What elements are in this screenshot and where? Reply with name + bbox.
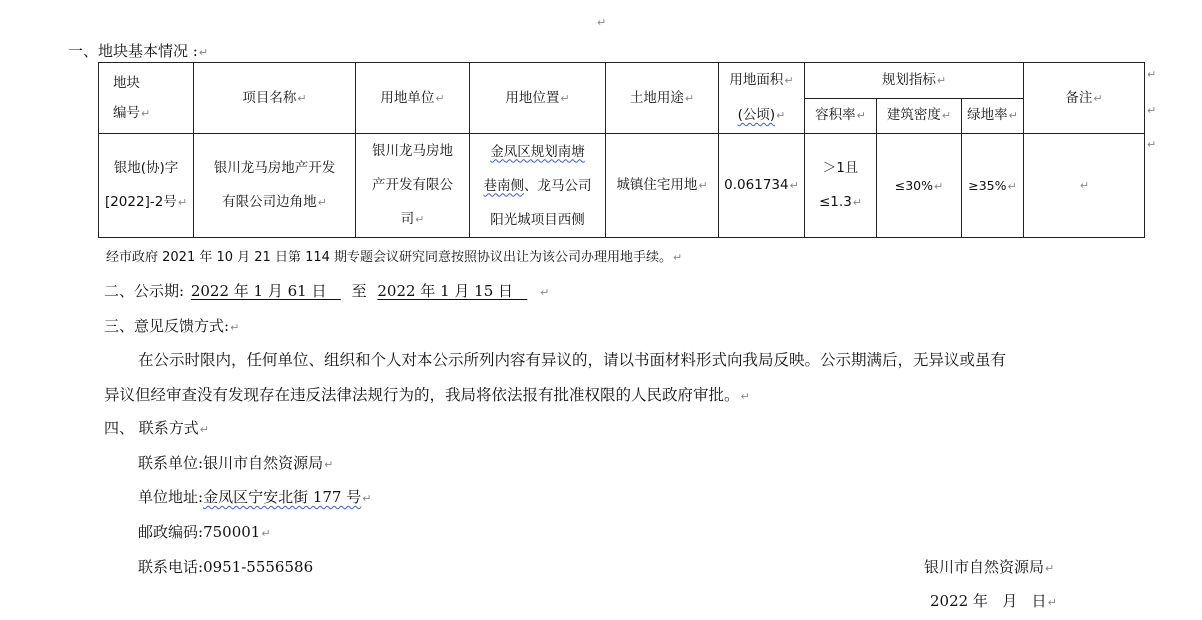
cell-land-use: 城镇住宅用地↵	[606, 134, 719, 238]
header-unit: 用地单位↵	[356, 63, 470, 134]
cell-green: ≥35%↵	[962, 134, 1024, 238]
cell-plot-id: 银地(协)字 [2022]-2号↵	[99, 134, 194, 238]
approval-note: 经市政府 2021 年 10 月 21 日第 114 期专题会议研究同意按照协议出让为该公司办理用地手续。↵	[106, 250, 683, 265]
contact-postcode-value: 750001	[203, 523, 261, 541]
publicity-to: 至	[351, 282, 367, 300]
publicity-label: 二、公示期:	[104, 282, 185, 300]
section3-heading: 三、意见反馈方式:↵	[104, 317, 240, 335]
header-density: 建筑密度↵	[877, 98, 962, 134]
header-location: 用地位置↵	[470, 63, 606, 134]
publicity-start: 2022 年 1 月 61 日	[190, 282, 327, 300]
contact-unit-label: 联系单位:	[138, 454, 204, 472]
table-row	[99, 134, 1145, 238]
cell-far: ＞1且 ≤1.3↵	[805, 134, 877, 238]
cell-density: ≤30%↵	[877, 134, 962, 238]
header-planning-indicators: 规划指标↵	[805, 63, 1024, 99]
contact-postcode: 邮政编码:750001↵	[138, 523, 271, 541]
feedback-paragraph-line1: 在公示时限内，任何单位、组织和个人对本公示所列内容有异议的，请以书面材料形式向我局反映。公示期满后，无异议或虽有	[138, 351, 1007, 369]
contact-address: 单位地址:金凤区宁安北街 177 号↵	[138, 488, 372, 506]
cell-project-name: 银川龙马房地产开发 有限公司边角地↵	[194, 134, 356, 238]
publicity-period: 二、公示期: 2022 年 1 月 61 日 至 2022 年 1 月 15 日 ↵	[104, 282, 550, 300]
header-area: 用地面积↵ (公顷)↵	[719, 63, 805, 134]
paragraph-mark: ↵	[597, 16, 607, 29]
section1-heading	[68, 40, 208, 61]
section1-heading-text: 一、地块基本情况 :	[68, 42, 198, 60]
header-remarks: 备注↵	[1024, 63, 1145, 134]
cell-remarks: ↵	[1024, 134, 1145, 238]
table-header-row	[99, 63, 1145, 99]
header-land-use: 土地用途↵	[606, 63, 719, 134]
feedback-paragraph-line2: 异议但经审查没有发现存在违反法律法规行为的，我局将依法报有批准权限的人民政府审批。↵	[104, 386, 750, 404]
header-green: 绿地率↵	[962, 98, 1024, 134]
contact-phone	[138, 556, 313, 577]
row-end-mark: ↵	[1147, 138, 1157, 151]
signature-org: 银川市自然资源局↵	[924, 558, 1055, 576]
signature-date: 2022 年 月 日↵	[930, 592, 1057, 610]
header-plot-id: 地块 编号↵	[99, 63, 194, 134]
contact-address-value: 金凤区宁安北街 177 号	[203, 488, 362, 506]
cell-unit: 银川龙马房地 产开发有限公 司↵	[356, 134, 470, 238]
row-end-mark: ↵	[1147, 68, 1157, 81]
publicity-end: 2022 年 1 月 15 日	[377, 282, 514, 300]
contact-phone-label: 联系电话:	[138, 558, 204, 576]
contact-postcode-label: 邮政编码:	[138, 523, 204, 541]
paragraph-mark: ↵	[198, 46, 209, 59]
header-project-name: 项目名称↵	[194, 63, 356, 134]
section4-heading: 四、 联系方式↵	[104, 419, 209, 437]
cell-area: 0.061734↵	[719, 134, 805, 238]
row-end-mark: ↵	[1147, 104, 1157, 117]
header-far: 容积率↵	[805, 98, 877, 134]
contact-unit-value: 银川市自然资源局	[203, 454, 324, 472]
contact-phone-value: 0951-5556586	[203, 558, 314, 576]
land-plot-table	[98, 62, 1145, 238]
contact-address-label: 单位地址:	[138, 488, 204, 506]
cell-location: 金凤区规划南塘 巷南侧、龙马公司 阳光城项目西侧	[470, 134, 606, 238]
contact-unit: 联系单位:银川市自然资源局↵	[138, 454, 334, 472]
